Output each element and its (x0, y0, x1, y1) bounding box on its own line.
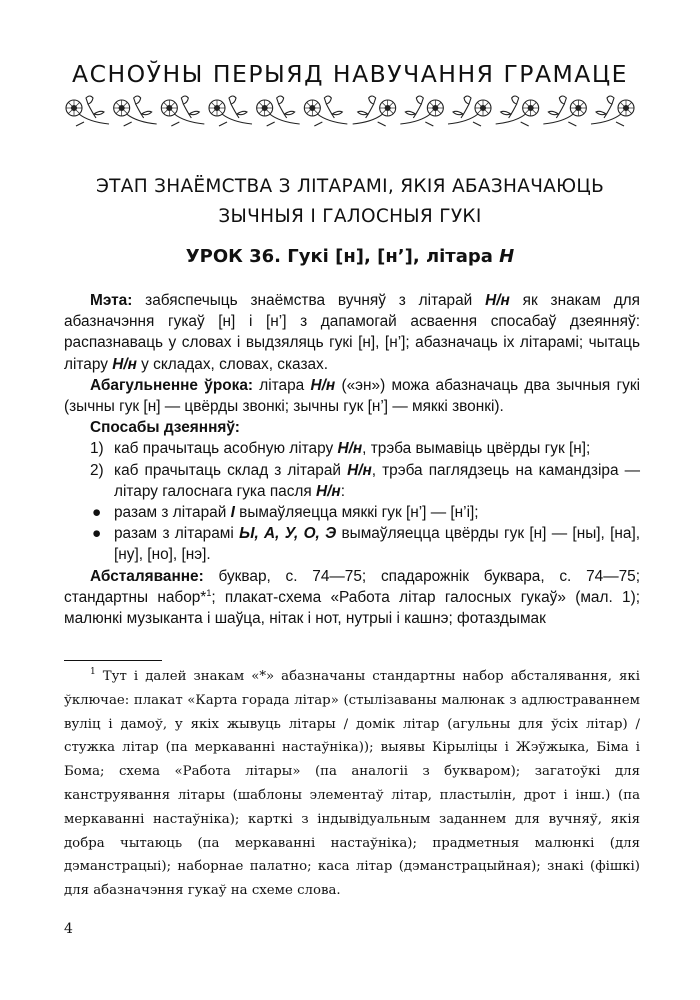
goal-paragraph (64, 290, 640, 375)
flower-motif (400, 96, 443, 126)
equipment-text: ; плакат-схема «Работа літар галосных гукаў» (мал. 1); малюнкі музыканта і шаўца, нітак і нот, нутрыі і кашнэ; фотаздымак (64, 588, 641, 628)
flower-motif (591, 96, 634, 126)
footnote-mark: 1 (90, 667, 96, 677)
method-item (64, 460, 640, 502)
lesson-title-letter: Н (499, 246, 515, 267)
lesson-body (64, 290, 640, 629)
letter-mark: І (230, 504, 235, 522)
stage-title-line-2: ЗЫЧНЫЯ І ГАЛОСНЫЯ ГУКІ (218, 206, 482, 227)
letter-mark: Н/н (337, 440, 363, 458)
item-text: разам з літарай (114, 504, 231, 522)
method-item (64, 438, 640, 459)
letter-mark: Н/н (347, 461, 372, 479)
goal-text: забяспечыць знаёмства вучняў з літарай (132, 292, 486, 309)
footnote-ref[interactable]: 1 (206, 587, 212, 598)
flower-motif (161, 96, 204, 126)
item-text: разам з літарамі (114, 525, 240, 543)
methods-label: Спосабы дзеянняў: (90, 419, 240, 437)
equipment-text: буквар, с. 74—75; спадарожнік буквара, с. 74—75; стандартны набор* (64, 567, 640, 606)
generalization-text: літара (253, 376, 311, 394)
flower-motif (209, 96, 252, 126)
item-number: 1) (90, 440, 104, 458)
item-number: 2) (90, 461, 104, 479)
goal-label: Мэта: (90, 292, 133, 309)
lesson-title-text: УРОК 36. Гукі [н], [н’], літара (185, 246, 500, 267)
item-text: вымаўляецца цвёрды гук [н] — [ны], [на], [ну], [но], [нэ]. (114, 525, 640, 564)
page-number: 4 (64, 921, 73, 937)
goal-text: у складах, словах, сказах. (136, 355, 329, 373)
letter-mark: Н/н (112, 355, 137, 373)
footnote (64, 665, 640, 903)
flower-motif (543, 96, 586, 126)
flower-motif (257, 96, 300, 126)
bullet-item (64, 502, 640, 523)
flower-motif (66, 96, 109, 126)
stage-title (60, 172, 640, 232)
item-text: каб прачытаць асобную літару (114, 440, 338, 458)
equipment-label: Абсталяванне: (90, 567, 204, 585)
methods-heading (64, 417, 640, 438)
item-text: вымаўляецца мяккі гук [н’] — [н’і]; (234, 504, 479, 522)
stage-title-line-1: ЭТАП ЗНАЁМСТВА З ЛІТАРАМІ, ЯКІЯ АБАЗНАЧАЮЦЬ (95, 176, 605, 197)
lesson-title (60, 246, 640, 267)
flower-motif (496, 96, 539, 126)
flower-motif (353, 96, 396, 126)
methods-list (64, 438, 640, 565)
flower-motif (304, 96, 347, 126)
equipment-paragraph (64, 566, 640, 630)
footnote-text: Тут і далей знакам «*» абазначаны стандартны набор абсталявання, які ўключае: плакат «Карта горада літар» (стылізаваны малюнак з адлюстраваннем вуліц і дамоў, у якіх жывуць літары / домік літар (агульны для ўсіх літар) / стужка літар (па меркаванні настаўніка)); выявы Кірыліцы і Жэўжыка, Біма і Бома; схема «Работа літары» (па аналогіі з букваром); загатоўкі для канструявання літары (шаблоны элементаў літар, пластылін, дрот і інш.) (па меркаванні настаўніка); карткі з індывідуальным заданнем для вучняў, якія добра чытаюць (па меркаванні настаўніка); прадметныя малюнкі (для дэманстрацыі); наборнае палатно; каса літар (дэманстрацыйная); знакі (фішкі) для абазначэння гукаў на схеме слова. (64, 669, 640, 899)
flower-motif (114, 96, 157, 126)
item-text: , трэба паглядзець на камандзіра — літару галоснага гука пасля (114, 461, 640, 500)
bullet-icon: ● (92, 504, 102, 522)
item-text: : (340, 482, 345, 500)
generalization-text: («эн») можа абазначаць два зычныя гукі (зычны гук [н] — цвёрды звонкі; зычны гук [н’] — мяккі звонкі). (64, 376, 640, 416)
footnote-divider (64, 660, 162, 661)
section-title: АСНОЎНЫ ПЕРЫЯД НАВУЧАННЯ ГРАМАЦЕ (72, 60, 628, 88)
letter-mark: Н/н (485, 292, 510, 309)
generalization-paragraph (64, 375, 640, 417)
generalization-label: Абагульненне ўрока: (90, 376, 254, 394)
item-text: каб прачытаць склад з літарай (114, 461, 348, 479)
flower-garland-icon (64, 92, 636, 130)
letter-mark: Ы, А, У, О, Э (239, 525, 337, 543)
bullet-item (64, 523, 640, 565)
letter-mark: Н/н (316, 482, 341, 500)
flower-motif (448, 96, 491, 126)
letter-mark: Н/н (310, 376, 336, 394)
bullet-icon: ● (92, 525, 102, 543)
goal-text: як знакам для абазначэння гукаў [н] і [н’] з дапамогай асваення спосабаў дзеянняў: распазнаваць у словах і выдзяляць гукі [н], [н’]; абазначаць іх літарамі; чытаць літару (64, 292, 640, 373)
item-text: , трэба вымавіць цвёрды гук [н]; (362, 440, 591, 458)
